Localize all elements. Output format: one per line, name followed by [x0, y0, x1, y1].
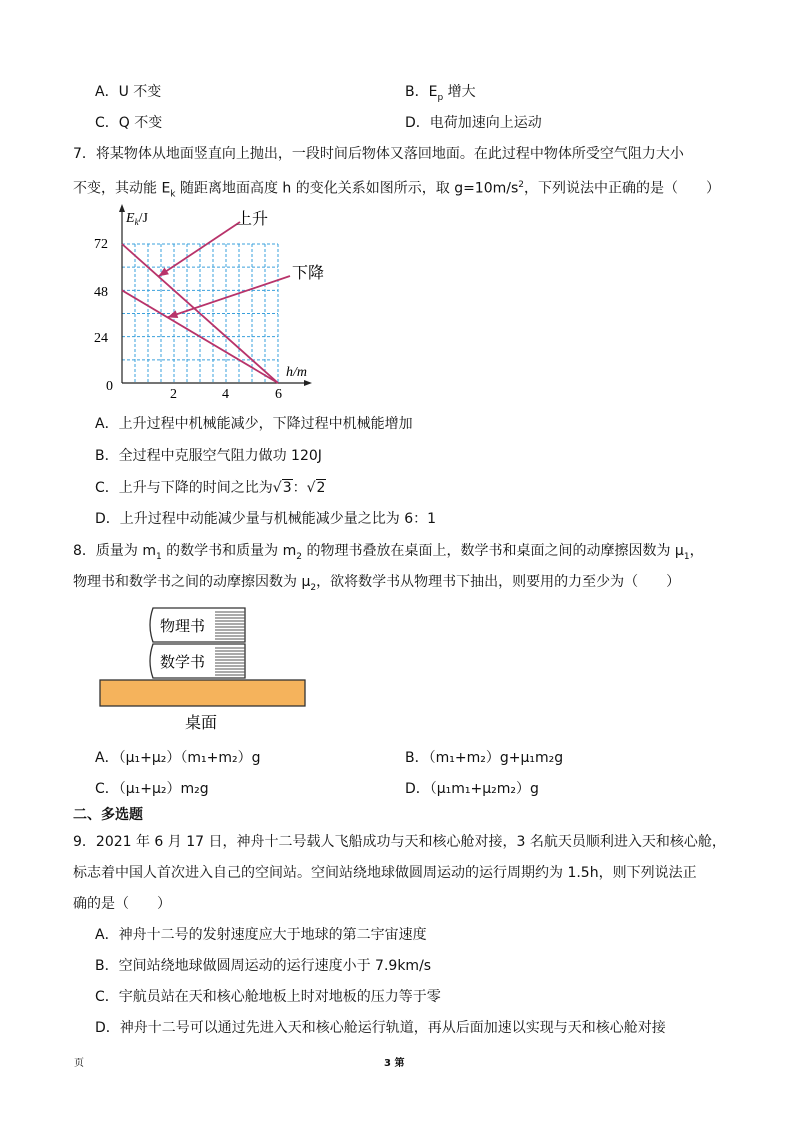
q8-option-b: B．（m₁+m₂）g+μ₁m₂g	[405, 750, 564, 766]
ek-height-chart	[90, 200, 340, 400]
q8-option-a: A．（μ₁+μ₂）（m₁+m₂）g	[95, 750, 261, 766]
q8-stem-line2: 物理书和数学书之间的动摩擦因数为 $\mu_2$，欲将数学书从物理书下抽出，则要用的力至少为（ ）	[73, 574, 681, 593]
q9-option-c: C．宇航员站在天和核心舱地板上时对地板的压力等于零	[95, 989, 441, 1005]
physics-book-label: 物理书	[160, 617, 206, 635]
x-axis-arrow	[304, 380, 312, 386]
q7-option-b: B．全过程中克服空气阻力做功 120J	[95, 448, 322, 464]
q6-option-c: C．Q 不变	[95, 115, 163, 131]
q8-option-c: C．（μ₁+μ₂）m₂g	[95, 781, 209, 797]
q7-stem-line1: 7．将某物体从地面竖直向上抛出，一段时间后物体又落回地面。在此过程中物体所受空气阻力大小	[73, 146, 684, 162]
arrow-to-down-line	[168, 276, 291, 317]
chart-xtick-4: 4	[222, 387, 229, 400]
q7-stem-line2: 不变，其动能 $E_k$ 随距离地面高度 h 的变化关系如图所示，取 $g=10m/s^2$，下列说法中正确的是（ ）	[73, 180, 721, 200]
table-label: 桌面	[185, 713, 218, 732]
chart-xlabel: h/m	[286, 365, 307, 380]
math-book-label: 数学书	[160, 653, 206, 671]
q8-stem-line1: 8．质量为 $m_1$ 的数学书和质量为 $m_2$ 的物理书叠放在桌面上，数学书和桌面之间的动摩擦因数为 $\mu_1$，	[73, 543, 704, 562]
arrow-to-up-line-head	[158, 268, 169, 277]
arrow-to-up-line	[158, 222, 240, 276]
q7-option-c: C．上升与下降的时间之比为√3：√2	[95, 480, 326, 496]
table-surface	[100, 680, 305, 706]
q9-option-b: B．空间站绕地球做圆周运动的运行速度小于 7.9km/s	[95, 958, 432, 974]
chart-ytick-48: 48	[94, 285, 108, 300]
footer-page-left: 页	[74, 1058, 84, 1069]
chart-xtick-6: 6	[275, 387, 282, 400]
q9-option-d: D．神舟十二号可以通过先进入天和核心舱运行轨道，再从后面加速以实现与天和核心舱对接	[95, 1020, 666, 1036]
chart-xtick-2: 2	[170, 387, 177, 400]
q7-option-d: D．上升过程中动能减少量与机械能减少量之比为 6：1	[95, 511, 437, 527]
chart-ytick-24: 24	[94, 331, 108, 346]
chart-label-up: 上升	[236, 209, 269, 228]
footer-page-number: 3 第	[384, 1058, 405, 1069]
arrow-to-down-line-head	[168, 310, 179, 318]
y-axis-arrow	[119, 204, 125, 212]
books-on-table-figure	[95, 600, 315, 740]
q9-stem-line3: 确的是（ ）	[73, 896, 171, 912]
q6-option-d: D．电荷加速向上运动	[405, 115, 542, 131]
chart-ytick-0: 0	[106, 379, 113, 394]
q6-option-a: A．U 不变	[95, 84, 162, 100]
chart-ytick-72: 72	[94, 237, 108, 252]
section-title-multiple-choice: 二、多选题	[73, 807, 143, 823]
q7-option-a: A．上升过程中机械能减少，下降过程中机械能增加	[95, 416, 413, 432]
chart-label-down: 下降	[292, 263, 325, 282]
q6-option-b: B．$E_p$ 增大	[405, 84, 476, 103]
q8-option-d: D．（μ₁m₁+μ₂m₂）g	[405, 781, 539, 797]
chart-label-arrows	[158, 222, 290, 318]
q9-option-a: A．神舟十二号的发射速度应大于地球的第二宇宙速度	[95, 927, 427, 943]
chart-ylabel: $E_k/J$	[126, 211, 148, 227]
q9-stem-line2: 标志着中国人首次进入自己的空间站。空间站绕地球做圆周运动的运行周期约为 1.5h，则下列说法正	[73, 865, 697, 881]
q9-stem-line1: 9．2021 年 6 月 17 日，神舟十二号载人飞船成功与天和核心舱对接，3 名航天员顺利进入天和核心舱，	[73, 834, 726, 850]
